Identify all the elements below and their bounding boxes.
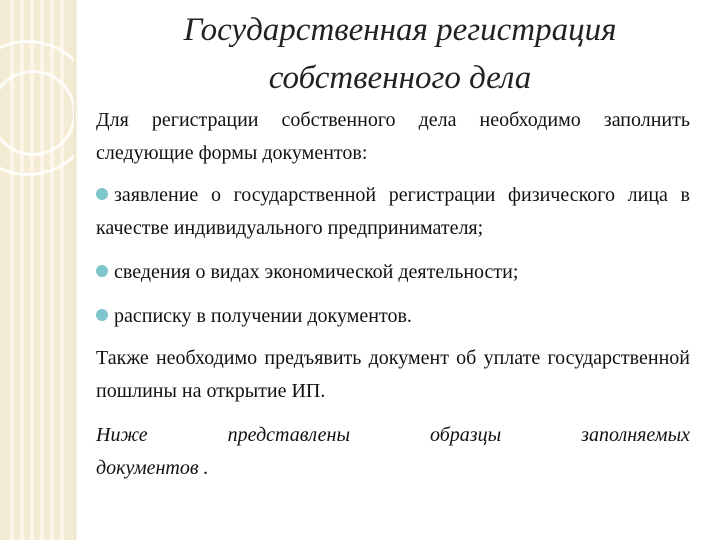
list-item-text: сведения о видах экономической деятельности; xyxy=(114,261,519,283)
title-line-2: собственного дела xyxy=(268,60,532,96)
intro-paragraph: Для регистрации собственного дела необходимо заполнить следующие формы документов: xyxy=(96,109,690,164)
sidebar-edge xyxy=(74,0,78,540)
slide-body xyxy=(96,104,690,485)
list-item xyxy=(96,179,690,245)
list-item-text: расписку в получении документов. xyxy=(114,305,412,327)
closing-line-1: Ниже представлены образцы заполняемых xyxy=(96,424,690,446)
list-item xyxy=(96,256,690,289)
closing-line-2: документов . xyxy=(96,457,209,479)
list-item-text: заявление о государственной регистрации физического лица в качестве индивидуального предпринимателя; xyxy=(96,184,690,239)
bullet-dot-icon xyxy=(96,309,108,321)
bullet-dot-icon xyxy=(96,265,108,277)
slide-title xyxy=(110,6,690,102)
decorative-sidebar xyxy=(0,0,78,540)
list-item xyxy=(96,300,690,333)
title-line-1: Государственная регистрация xyxy=(183,12,617,48)
bullet-dot-icon xyxy=(96,188,108,200)
additional-paragraph: Также необходимо предъявить документ об уплате государственной пошлины на открытие ИП. xyxy=(96,347,690,402)
